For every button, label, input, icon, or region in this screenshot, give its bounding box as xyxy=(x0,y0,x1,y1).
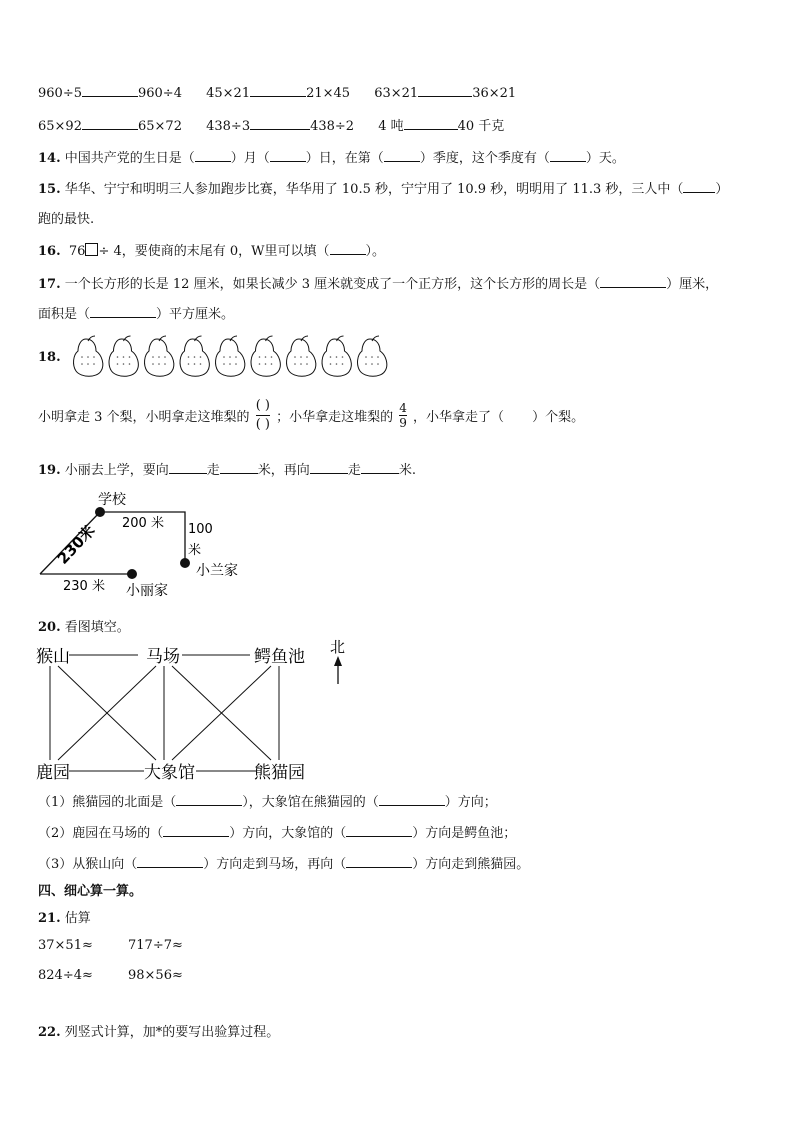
answer-blank[interactable] xyxy=(683,180,715,193)
xiaoli-point xyxy=(127,569,137,579)
label-200m: 200 米 xyxy=(122,516,164,531)
pear-speckle xyxy=(306,363,308,365)
pear-speckle xyxy=(342,356,344,358)
fraction-numerator: 4 xyxy=(399,401,407,415)
pear-speckle xyxy=(117,356,119,358)
fraction-four-ninths xyxy=(399,402,407,429)
fraction-denominator[interactable]: ( ) xyxy=(255,417,270,432)
compare-left: 960÷5 xyxy=(38,86,82,101)
pear-speckle xyxy=(271,363,273,365)
pear-speckle xyxy=(265,356,267,358)
compare-row-1 xyxy=(38,84,536,101)
question-number: 17. xyxy=(38,277,61,292)
route-map xyxy=(30,485,260,605)
question-number: 19. xyxy=(38,463,61,478)
pear-speckle xyxy=(200,356,202,358)
pear-speckle xyxy=(93,356,95,358)
answer-blank[interactable] xyxy=(195,149,231,162)
label-machang: 马场 xyxy=(146,647,180,667)
section-heading: 四、细心算一算。 xyxy=(38,884,143,899)
question-number: 18. xyxy=(38,350,61,365)
label-houshan: 猴山 xyxy=(36,647,70,667)
fraction-bar xyxy=(256,415,270,416)
label-xiongmaoyuan: 熊猫园 xyxy=(254,763,305,783)
pear-speckle xyxy=(87,356,89,358)
answer-blank[interactable] xyxy=(176,793,242,806)
pear-speckle xyxy=(300,363,302,365)
question-text: ）个梨。 xyxy=(532,410,585,425)
pear-speckle xyxy=(152,363,154,365)
compare-right: 40 千克 xyxy=(457,119,505,134)
pear-speckle xyxy=(365,363,367,365)
question-number: 20. xyxy=(38,620,61,635)
label-xiaolan: 小兰家 xyxy=(196,563,238,579)
pear-speckle xyxy=(377,356,379,358)
answer-blank[interactable] xyxy=(220,461,258,474)
question-text: 米，再向 xyxy=(257,463,310,478)
compare-left: 65×92 xyxy=(38,119,82,134)
question-text: ，小华拿走了（ xyxy=(413,410,505,425)
pear-speckle xyxy=(223,356,225,358)
question-text: ）。 xyxy=(365,244,386,259)
pear-speckle xyxy=(87,363,89,365)
answer-blank[interactable] xyxy=(504,410,532,422)
label-north: 北 xyxy=(330,638,346,656)
pear-speckle xyxy=(117,363,119,365)
pear-speckle xyxy=(223,363,225,365)
question-text: 米. xyxy=(398,463,416,478)
question-text: ）天。 xyxy=(585,151,625,166)
question-17 xyxy=(38,273,718,292)
question-text: 列竖式计算，加*的要写出验算过程。 xyxy=(64,1025,280,1040)
question-text: ）厘米， xyxy=(666,277,719,292)
label-eyuchi: 鳄鱼池 xyxy=(254,647,305,667)
answer-blank[interactable] xyxy=(163,824,229,837)
pear-speckle xyxy=(336,356,338,358)
question-21 xyxy=(38,907,91,926)
pear-speckle xyxy=(330,356,332,358)
pear-speckle xyxy=(265,363,267,365)
question-number: 14. xyxy=(38,151,61,166)
pear-speckle xyxy=(371,356,373,358)
answer-blank[interactable] xyxy=(550,149,586,162)
pear-speckle xyxy=(81,363,83,365)
question-text: 面积是（ xyxy=(38,307,91,322)
pear-speckle xyxy=(259,363,261,365)
answer-blank[interactable] xyxy=(82,117,138,130)
question-text: ）方向； xyxy=(444,795,497,810)
label-school: 学校 xyxy=(98,492,126,508)
question-number: 15. xyxy=(38,182,61,197)
answer-blank[interactable] xyxy=(418,84,472,97)
label-luyuan: 鹿园 xyxy=(36,763,70,783)
estimate-item: 37×51≈ xyxy=(38,938,93,953)
pear-speckle xyxy=(158,363,160,365)
pear-speckle xyxy=(164,363,166,365)
pear-speckle xyxy=(306,356,308,358)
question-text: 76 xyxy=(68,244,86,259)
compare-left: 438÷3 xyxy=(206,119,251,134)
question-text: ）方向走到马场，再向（ xyxy=(203,857,347,872)
pear-speckle xyxy=(123,356,125,358)
pear-speckle xyxy=(129,363,131,365)
answer-blank[interactable] xyxy=(250,84,306,97)
question-20-sub-3 xyxy=(38,853,529,872)
question-16 xyxy=(38,240,385,259)
pear-speckle xyxy=(188,356,190,358)
question-text: 华华、宁宁和明明三人参加跑步比赛，华华用了 10.5 秒，宁宁用了 10.9 秒，明明用了 11.3 秒，三人中（ xyxy=(64,182,684,197)
question-text: 走 xyxy=(206,463,220,478)
pear-speckle xyxy=(271,356,273,358)
pear-speckle xyxy=(188,363,190,365)
compare-right: 36×21 xyxy=(472,86,517,101)
label-100: 100 xyxy=(188,522,213,537)
label-xiaoli: 小丽家 xyxy=(126,583,168,599)
answer-blank[interactable] xyxy=(346,824,412,837)
question-text: （1）熊猫园的北面是（ xyxy=(38,795,177,810)
question-text: ）平方厘米。 xyxy=(156,307,235,322)
answer-blank[interactable] xyxy=(169,461,207,474)
question-text: （3）从猴山向（ xyxy=(38,857,138,872)
question-20-sub-1 xyxy=(38,791,497,810)
pear-speckle xyxy=(235,356,237,358)
answer-blank[interactable] xyxy=(330,242,366,255)
pear-speckle xyxy=(229,363,231,365)
question-15-line-2 xyxy=(38,208,94,227)
question-text: ）月（ xyxy=(230,151,270,166)
compare-left: 45×21 xyxy=(206,86,251,101)
answer-blank[interactable] xyxy=(82,84,138,97)
pear-speckle xyxy=(129,356,131,358)
question-text: ）方向走到熊猫园。 xyxy=(412,857,530,872)
question-text: ） xyxy=(715,182,729,197)
question-17-line-2 xyxy=(38,303,234,322)
xiaolan-point xyxy=(180,558,190,568)
question-19 xyxy=(38,459,416,478)
pears-illustration xyxy=(68,335,388,379)
estimate-item: 824÷4≈ xyxy=(38,968,93,983)
pear-speckle xyxy=(259,356,261,358)
question-22 xyxy=(38,1021,279,1040)
question-text: ）方向是鳄鱼池； xyxy=(412,826,517,841)
label-100-unit: 米 xyxy=(188,543,202,558)
answer-blank[interactable] xyxy=(404,117,458,130)
question-number: 16. xyxy=(38,244,61,259)
pear-speckle xyxy=(93,363,95,365)
pear-speckle xyxy=(229,356,231,358)
school-point xyxy=(95,507,105,517)
question-text: ）季度，这个季度有（ xyxy=(419,151,550,166)
answer-blank[interactable] xyxy=(600,275,666,288)
question-text: ÷ 4，要使商的末尾有 0，W里可以填（ xyxy=(98,244,330,259)
question-text: 估算 xyxy=(64,911,91,926)
answer-blank[interactable] xyxy=(137,855,203,868)
compare-left: 4 吨 xyxy=(378,119,404,134)
answer-blank[interactable] xyxy=(90,305,156,318)
pear-speckle xyxy=(164,356,166,358)
question-15 xyxy=(38,178,728,197)
question-text: 中国共产党的生日是（ xyxy=(64,151,195,166)
estimate-item: 98×56≈ xyxy=(128,968,183,983)
question-text: ）日，在第（ xyxy=(305,151,384,166)
compare-right: 21×45 xyxy=(306,86,351,101)
label-daxiangguan: 大象馆 xyxy=(144,763,195,783)
digit-box[interactable] xyxy=(85,243,98,256)
fraction-blank[interactable] xyxy=(256,398,270,433)
question-text: （2）鹿园在马场的（ xyxy=(38,826,164,841)
pear-speckle xyxy=(200,363,202,365)
pear-speckle xyxy=(342,363,344,365)
question-text: 走 xyxy=(347,463,361,478)
question-number: 21. xyxy=(38,911,61,926)
answer-blank[interactable] xyxy=(361,461,399,474)
question-text: 一个长方形的长是 12 厘米，如果长减少 3 厘米就变成了一个正方形，这个长方形的周长是（ xyxy=(64,277,601,292)
pear-speckle xyxy=(152,356,154,358)
compare-row-2 xyxy=(38,115,524,134)
compare-right: 438÷2 xyxy=(310,119,355,134)
question-text: ），大象馆在熊猫园的（ xyxy=(242,795,379,810)
pear-speckle xyxy=(235,363,237,365)
pear-speckle xyxy=(294,356,296,358)
pear-speckle xyxy=(300,356,302,358)
pear-speckle xyxy=(330,363,332,365)
estimate-item: 717÷7≈ xyxy=(128,938,183,953)
answer-blank[interactable] xyxy=(384,149,420,162)
answer-blank[interactable] xyxy=(310,461,348,474)
pear-speckle xyxy=(194,356,196,358)
question-text: ）方向，大象馆的（ xyxy=(229,826,347,841)
question-text: ；小华拿走这堆梨的 xyxy=(276,410,394,425)
pear-speckle xyxy=(294,363,296,365)
question-text: 小丽去上学，要向 xyxy=(64,463,169,478)
pear-speckle xyxy=(365,356,367,358)
question-text: 跑的最快. xyxy=(38,212,95,227)
compare-left: 63×21 xyxy=(374,86,419,101)
pear-speckle xyxy=(81,356,83,358)
question-text: 小明拿走 3 个梨，小明拿走这堆梨的 xyxy=(38,410,250,425)
pear-speckle xyxy=(123,363,125,365)
answer-blank[interactable] xyxy=(250,117,310,130)
question-text: 看图填空。 xyxy=(64,620,130,635)
label-230m-diagonal: 230米 xyxy=(53,521,99,568)
question-20-sub-2 xyxy=(38,822,516,841)
answer-blank[interactable] xyxy=(379,793,445,806)
question-18-text xyxy=(38,398,584,433)
zoo-map xyxy=(34,638,364,786)
pear-speckle xyxy=(377,363,379,365)
question-number: 22. xyxy=(38,1025,61,1040)
compare-right: 65×72 xyxy=(137,119,182,134)
fraction-numerator[interactable]: ( ) xyxy=(255,398,270,413)
pear-speckle xyxy=(371,363,373,365)
pear-group xyxy=(74,336,387,376)
north-arrow-icon xyxy=(334,656,342,666)
answer-blank[interactable] xyxy=(270,149,306,162)
label-230m-bottom: 230 米 xyxy=(63,579,105,594)
question-20 xyxy=(38,616,130,635)
pear-speckle xyxy=(336,363,338,365)
question-14 xyxy=(38,147,625,166)
fraction-denominator: 9 xyxy=(399,416,407,430)
answer-blank[interactable] xyxy=(346,855,412,868)
compare-right: 960÷4 xyxy=(137,86,182,101)
pear-speckle xyxy=(158,356,160,358)
pear-speckle xyxy=(194,363,196,365)
